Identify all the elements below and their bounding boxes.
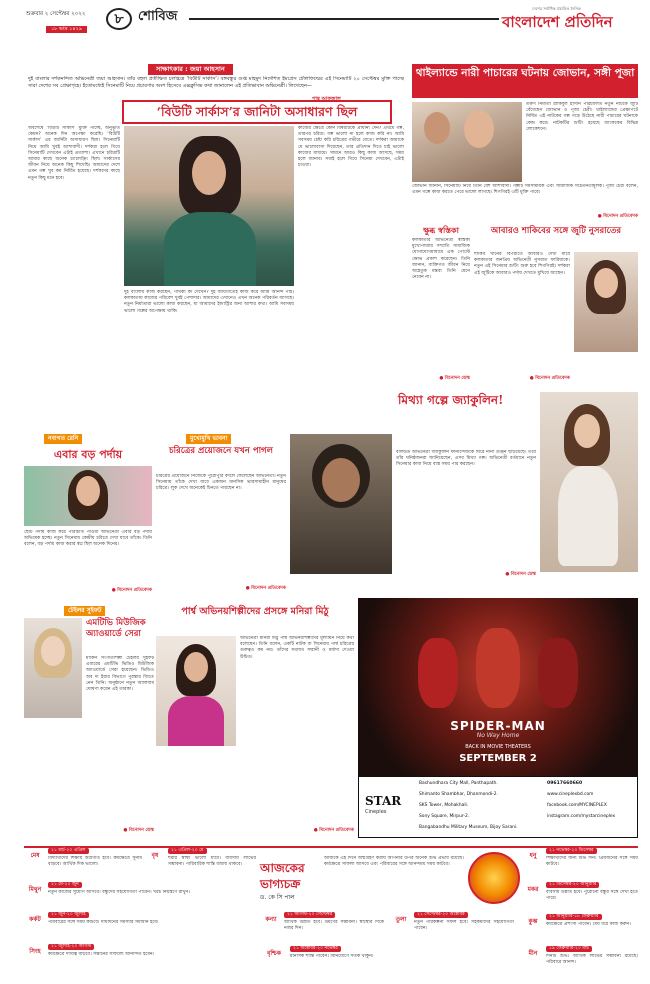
monira-headline: পার্শ্ব অভিনয়শিল্পীদের প্রসঙ্গে মনিরা মিঠু — [181, 606, 329, 617]
thai-body-1: তরুণ নির্মাতা রাকিবুল হাসান পরিচালিত নতুন নাটকে জুটি বেঁধেছেন জোভান ও পূজা চেরী। থাইল্যান্ডের প্রেক্ষাপটে নির্মিত এই নাটকের গল্প গড়ে উঠেছে নারী পাচারের ঘটনাকে কেন্দ্র করে। নাটকটির শুটিং হয়েছে ব্যাংককের বিভিন্ন লোকেশনে। — [526, 102, 638, 132]
sign-taurus-name: বৃষ — [151, 852, 159, 859]
taylor-photo — [24, 618, 82, 718]
taylor-headline: এমটিভি মিউজিক অ্যাওয়ার্ডে সেরা — [86, 618, 146, 639]
thai-body-2: জোভান জানান, সিনেমাটি নিয়ে তিনি বেশ আশাবাদী। গল্পটি সমসাময়িক এবং সামাজিক সচেতনতামূলক। পূজা চেরী বলেন, এমন গল্পে কাজ করতে পেরে ভালো লাগছে। শিগগিরই এটি মুক্তি পাবে। — [412, 184, 638, 196]
ad-poster-art — [358, 598, 638, 776]
taylor-face — [41, 636, 65, 666]
jacqueline-headline: মিথ্যা গল্পে জ্যাকুলিন! — [398, 393, 504, 407]
thai-story — [412, 64, 638, 222]
character-kicker: মুখোমুখি ভাবনা — [186, 434, 231, 444]
sign-pisces — [522, 946, 638, 978]
ad-phone: 09617660660 — [547, 781, 583, 786]
ad-footer — [358, 776, 638, 838]
sign-virgo-text: আর্থিক উন্নতি হবে। ভ্রমণের সম্ভাবনা। স্বাস্থ্যের দিকে নজর দিন। — [284, 920, 384, 932]
monira-face — [184, 652, 208, 682]
interview-kicker: সাক্ষাৎকার : জয়া আহসান — [148, 64, 233, 75]
ad-facebook[interactable]: facebook.com/MYCINEPLEX — [547, 803, 607, 808]
character-face — [322, 458, 360, 502]
sign-leo-name: সিংহ — [29, 948, 41, 955]
ad-movie-title: SPIDER-MAN — [450, 719, 546, 733]
header-date-secondary: ১৮ ভাদ্র ১৪২৯ — [46, 26, 87, 33]
spiderman-ad[interactable] — [358, 598, 638, 838]
interview-intro: দুই বাংলার দর্শকনন্দিত অভিনেত্রী জয়া আহসান। তাঁর বহুল প্রতীক্ষিত চলচ্চিত্র ‘বিউটি সার্কাস’। বঙ্গবন্ধুর গুপ্ত মাহমুদ নির্দেশিত ইমপ্রেস টেলিফিল্মের এই সিনেমাটি ২০ সেপ্টেম্বর মুক্তি পাচ্ছে সারা দেশের সব প্রেক্ষাগৃহে। ইতোমধ্যেই সিনেমাটি নিয়ে প্রচারণার অংশ হিসেবে এক্সক্লুসিভ কথা জানালেন এই প্রতিভাবান অভিনেত্রী। লিখেছেন— — [28, 76, 404, 89]
bigscreen-byline: ● বিনোদন প্রতিবেদক — [111, 588, 152, 593]
thai-byline: ● বিনোদন প্রতিবেদক — [597, 214, 638, 219]
paper-logo: বাংলাদেশ প্রতিদিন — [502, 13, 613, 31]
interview-col-2: দুই বাংলায় কাজ করছেন, পার্থক্য কী দেখেন? দুই জায়গাতেই কাজ করে আমি আনন্দ পাই। কলকাতায় কাজের পরিবেশ খুবই পেশাদার। আমাদের এখানেও এখন অনেক পরিবর্তন আসছে। নতুন নির্মাতারা ভালো কাজ করছেন, যা আমাদের ইন্ডাস্ট্রির জন্য আশার কথা। আমি সবসময় ভালো গল্পের অপেক্ষায় থাকি। — [124, 290, 294, 314]
taylor-body: মার্কিন সংগীতশিল্পী টেইলর সুইফট এবারের এমটিভি ভিডিও মিউজিক অ্যাওয়ার্ডে সেরা হয়েছেন। ভিডিও অব দ্য ইয়ার বিভাগে পুরস্কার জিতে নেন তিনি। অনুষ্ঠানে নতুন অ্যালবাম ঘোষণা করেন এই তারকা। — [86, 656, 154, 693]
jaya-dress — [164, 212, 256, 286]
horoscope-section — [24, 846, 638, 978]
header-rule — [189, 18, 499, 20]
bigscreen-body: ছোট পর্দায় কাজ করে পরিচিতি পাওয়া অভিনেত্রী এবার বড় পর্দায় অভিষেক হচ্ছে। নতুন সিনেমায় কেন্দ্রীয় চরিত্রে দেখা যাবে তাঁকে। তিনি বলেন, বড় পর্দায় কাজ করার স্বপ্ন ছিল অনেক দিনের। — [24, 530, 152, 548]
taylor-story — [24, 606, 154, 836]
monira-body: অভিনেত্রী মনিরা মিঠু পার্শ্ব অভিনয়শিল্পীদের মূল্যায়ন নিয়ে কথা বলেছেন। তিনি বলেন, একটি নাটক বা সিনেমায় পার্শ্ব চরিত্রের গুরুত্বও কম নয়। তাঁদের যথাযথ সম্মানী ও মর্যাদা দেওয়া উচিত। — [240, 636, 354, 660]
sign-capricorn — [522, 882, 638, 912]
shakib-headline: আবারও শাকিবের সঙ্গে জুটি নুসরাতের — [490, 226, 622, 236]
sign-aquarius-text: কর্মক্ষেত্রে প্রশংসা পাবেন। ধৈর্য ধরে কাজ করুন। — [546, 922, 631, 927]
ad-web[interactable]: www.cineplexbd.com — [547, 792, 594, 797]
shakib-byline: ● বিনোদন প্রতিবেদক — [529, 376, 570, 381]
nusrat-face — [594, 268, 618, 298]
jovan-photo — [412, 102, 522, 182]
jacqueline-photo — [540, 392, 638, 572]
sign-leo-text: কর্মক্ষেত্রে দায়িত্ব বাড়বে। সন্তানের সাফল্যে আনন্দিত হবেন। — [48, 952, 155, 957]
sign-leo-date: ২১ জুলাই-২০ আগস্ট — [48, 944, 94, 950]
section-title: শোবিজ — [138, 9, 178, 24]
ad-date: SEPTEMBER 2 — [459, 753, 537, 764]
interview-headline: ‘বিউটি সার্কাস’র জানিটা অসাধারণ ছিল — [122, 100, 392, 124]
sign-virgo-name: কন্যা — [265, 916, 277, 923]
swastika-headline: ক্ষুব্ধ স্বস্তিকা — [423, 226, 459, 235]
paper-tagline: দেশের সর্বাধিক প্রচারিত দৈনিক — [532, 6, 581, 11]
sign-scorpio-date: ২১ অক্টোবর-২০ নভেম্বর — [290, 946, 341, 952]
sign-scorpio — [260, 946, 516, 978]
bigscreen-photo — [24, 466, 152, 526]
sign-capricorn-text: ব্যবসায় উন্নতি হবে। পুরোনো বন্ধুর সঙ্গে দেখা হতে পারে। — [546, 890, 638, 902]
interview-col-1: অবশেষে ‘বিউটি সার্কাস’ মুক্তি পাচ্ছে, অনুভূতি কেমন? অনেক দিন অপেক্ষা করেছি। ‘বিউটি সার্কাস’ এর জার্নিটা অসাধারণ ছিল। সিনেমাটি নিয়ে আমি খুবই আশাবাদী। দর্শকরা হলে গিয়ে সিনেমাটি দেখবেন এটাই প্রত্যাশা। এখানে চরিত্রটি আমার কাছে অনেক চ্যালেঞ্জিং ছিল। সার্কাসের জীবন নিয়ে অনেক কিছু শিখেছি। আমাদের দেশে এমন গল্প খুব কম নির্মিত হয়েছে। দর্শকদের কাছে নতুন কিছু মনে হবে। — [28, 126, 120, 181]
header-date: শুক্রবার ২ সেপ্টেম্বর ২০২২ — [26, 11, 86, 17]
sign-pisces-date: ১৯ ফেব্রুয়ারি-২০ মার্চ — [546, 946, 592, 952]
bigscreen-story — [24, 434, 152, 596]
spider-figure-left — [418, 638, 458, 708]
page-number: ৮ — [106, 8, 132, 30]
sign-capricorn-name: মকর — [527, 886, 539, 893]
sign-aquarius-date: ২১ জানুয়ারি-১৮ ফেব্রুয়ারি — [546, 914, 602, 920]
ad-loc-2: Shimanto Shambhar, Dhanmondi-2. — [419, 792, 498, 797]
sign-pisces-text: দিনটি শুভ। আর্থিক লাভের সম্ভাবনা রয়েছে। পরিবারে আনন্দ। — [546, 954, 638, 966]
horoscope-title-2: ভাগ্যচক্র — [260, 877, 301, 891]
jacqueline-story — [396, 392, 638, 580]
taylor-byline: ● বিনোদন ডেস্ক — [123, 828, 154, 833]
horoscope-title-1: আজকের — [260, 861, 305, 875]
bigscreen-face — [76, 476, 100, 506]
swastika-body: কলকাতার অভিনেত্রী স্বস্তিকা মুখোপাধ্যায় সম্প্রতি সামাজিক যোগাযোগমাধ্যমে এক পোস্টে ক্ষোভ প্রকাশ করেছেন। তিনি জানান, ব্যক্তিগত জীবন নিয়ে অহেতুক মন্তব্য তিনি মেনে নেবেন না। — [412, 238, 470, 281]
sign-gemini — [24, 882, 256, 910]
sign-sagittarius-name: ধনু — [529, 852, 537, 859]
ad-brand-logo: STAR — [365, 794, 402, 808]
bigscreen-headline: এবার বড় পর্দায় — [53, 448, 123, 461]
sign-cancer-text: পরিবারের সঙ্গে সময় কাটবে। দীর্ঘদিনের সমস্যার সমাধান হবে। — [48, 920, 159, 925]
ad-loc-5: Bangabandhu Military Museum, Bijoy Sarani. — [419, 825, 518, 830]
thai-headline: থাইল্যান্ডে নারী পাচারের ঘটনায় জোভান, সঙ্গী পূজা — [412, 64, 638, 98]
bigscreen-kicker: নবাগত রেনি — [44, 434, 82, 444]
sign-sagittarius-text: শিক্ষার্থীদের জন্য শুভ দিন। প্রিয়জনের সঙ্গে সময় কাটবে। — [546, 856, 638, 868]
sign-taurus-date: ২১ এপ্রিল-২০ মে — [168, 848, 207, 854]
monira-byline: ● বিনোদন প্রতিবেদক — [313, 828, 354, 833]
jacqueline-face — [574, 414, 600, 448]
interview-byline: পান্থ আফজাল — [312, 96, 341, 102]
character-headline: চরিত্রের প্রয়োজনে যখন পাগল — [169, 446, 273, 456]
spider-figure-center — [476, 628, 520, 708]
horoscope-author: ড. কে সি পাল — [260, 894, 295, 901]
swastika-byline: ● বিনোদন ডেস্ক — [439, 376, 470, 381]
sign-libra-text: নতুন পরিকল্পনা সফল হবে। সহকর্মীদের সহযোগিতা পাবেন। — [414, 920, 514, 932]
nusrat-photo — [574, 252, 638, 352]
sign-pisces-name: মীন — [528, 950, 538, 957]
sign-libra — [390, 912, 516, 942]
sign-capricorn-date: ২১ ডিসেম্বর-২০ জানুয়ারি — [546, 882, 599, 888]
sign-cancer-date: ২১ জুন-২০ জুলাই — [48, 912, 89, 918]
taylor-kicker: টেইলর সুইফট — [64, 606, 105, 616]
jaya-face — [192, 151, 226, 195]
sign-aquarius — [522, 914, 638, 944]
sign-aries — [24, 848, 142, 878]
horoscope-intro: আজকে এই দিনে জন্মগ্রহণ করায় আপনার উপর অনেক শুভ প্রভাব রয়েছে। কর্মক্ষেত্রে সাফল্য আসবে এবং পরিবারের সঙ্গে আনন্দময় সময় কাটবে। — [324, 856, 464, 868]
monira-dress — [168, 696, 224, 746]
interview-col-3: কাজের ক্ষেত্রে কোন বিষয়টিকে প্রাধান্য দেন? প্রথমে গল্প, তারপর চরিত্র। গল্প ভালো না হলে কাজ করি না। আমি সবসময় চেষ্টা করি চরিত্রের গভীরে যেতে। দর্শকরা আমাকে যে ভালোবাসা দিয়েছেন, তার প্রতিদান দিতে চাই ভালো কাজের মাধ্যমে। সামনে আরও কিছু কাজ আসছে, সময় হলে জানাব। সবাই হলে গিয়ে সিনেমা দেখবেন, এটাই চাওয়া। — [298, 126, 404, 169]
sign-virgo-date: ২১ আগস্ট-২০ সেপ্টেম্বর — [284, 912, 335, 918]
sign-cancer-name: কর্কট — [29, 916, 41, 923]
sign-gemini-text: নতুন কাজের সুযোগ আসবে। বন্ধুদের সহযোগিতা পাবেন। খরচ নিয়ন্ত্রণে রাখুন। — [48, 890, 190, 895]
puja-head — [464, 110, 494, 148]
sign-sagittarius-date: ২১ নভেম্বর-২০ ডিসেম্বর — [546, 848, 597, 854]
ad-loc-4: Sony Square, Mirpur-2. — [419, 814, 470, 819]
sign-cancer — [24, 912, 256, 940]
sign-libra-name: তুলা — [395, 916, 407, 923]
sign-aries-text: বিদ্যার্থীদের শিক্ষায় অগ্রগতি হবে। কর্মক্ষেত্রে সুনাম বাড়বে। আর্থিক দিক ভালো। — [48, 856, 142, 868]
jaya-photo — [124, 126, 294, 286]
character-photo — [290, 434, 392, 574]
zodiac-wheel-icon — [468, 852, 520, 904]
interview-section — [24, 64, 408, 430]
sign-scorpio-name: বৃশ্চিক — [266, 950, 281, 957]
spider-figure-right — [538, 638, 578, 708]
jacqueline-dress — [558, 466, 618, 566]
sign-gemini-date: ২১ মে-২০ জুন — [48, 882, 82, 888]
character-body: চরিত্রের প্রয়োজনে নিজেকে পুরোপুরি বদলে ফেলেছেন অভিনেতা। নতুন সিনেমায় তাঁকে দেখা যাবে একজন মানসিক ভারসাম্যহীন মানুষের চরিত্রে। লুক দেখে অনেকেই চিনতে পারছেন না। — [156, 474, 286, 492]
sign-aquarius-name: কুম্ভ — [528, 918, 538, 925]
ad-movie-subtitle: No Way Home — [476, 732, 520, 739]
shakib-body: শাকিব খানের বিপরীতে আবারও দেখা যাবে কলকাতার জনপ্রিয় অভিনেত্রী নুসরাত ফারিয়াকে। নতুন এই সিনেমার শুটিং শুরু হবে শিগগিরই। দর্শকরা এই জুটিকে আবারও পর্দায় দেখতে মুখিয়ে আছেন। — [474, 252, 570, 276]
sign-gemini-name: মিথুন — [28, 886, 42, 893]
sign-aries-name: মেষ — [30, 852, 40, 859]
sign-aries-date: ২১ মার্চ-২০ এপ্রিল — [48, 848, 89, 854]
sign-leo — [24, 944, 256, 978]
jacqueline-byline: ● বিনোদন ডেস্ক — [505, 572, 536, 577]
ad-loc-1: Bashundhara City Mall, Panthapath. — [419, 781, 498, 786]
jacqueline-body: বলিউড অভিনেত্রী জ্যাকুলিন ফার্নান্দেজকে ঘিরে নানা গুঞ্জন ছড়িয়েছে। তবে তাঁর ঘনিষ্ঠজনরা জানিয়েছেন, এসব মিথ্যা গল্প। অভিনেত্রী বর্তমানে নতুন সিনেমার কাজ নিয়ে ব্যস্ত সময় পার করছেন। — [396, 450, 536, 468]
monira-story — [156, 606, 354, 836]
sign-libra-date: ২১ সেপ্টেম্বর-২০ অক্টোবর — [414, 912, 468, 918]
sign-taurus-text: শরীর স্বাস্থ্য ভালো যাবে। ব্যবসায় লাভের সম্ভাবনা। পারিবারিক শান্তি বজায় থাকবে। — [168, 856, 256, 868]
character-story — [156, 434, 392, 596]
sign-sagittarius — [522, 848, 638, 878]
ad-line: BACK IN MOVIE THEATERS — [465, 744, 531, 750]
jovan-head — [424, 112, 450, 144]
sign-scorpio-text: মানসিক শান্তি পাবেন। বিনিয়োগে সতর্ক থাকুন। — [290, 954, 374, 959]
sign-virgo — [260, 912, 386, 942]
character-byline: ● বিনোদন প্রতিবেদক — [245, 586, 286, 591]
swastika-story — [412, 226, 470, 386]
sign-taurus — [144, 848, 256, 878]
ad-loc-3: SKS Tower, Mohakhali. — [419, 803, 469, 808]
shakib-story — [474, 226, 638, 386]
ad-instagram[interactable]: instagram.com/mystarcineplex — [547, 814, 616, 819]
ad-brand-sub: Cineplex — [365, 809, 387, 815]
monira-photo — [156, 636, 236, 746]
header-bar — [24, 6, 634, 36]
